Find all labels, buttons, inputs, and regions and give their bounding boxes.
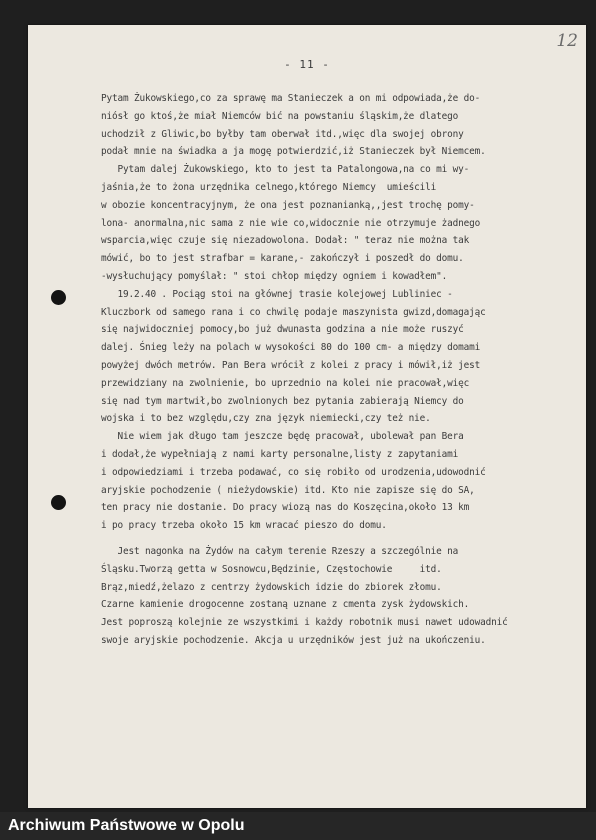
text-line: niósł go ktoś,że miał Niemców bić na powstaniu śląskim,że dlatego xyxy=(101,110,459,122)
archive-footer xyxy=(0,812,596,840)
text-line: mówić, bo to jest strafbar = karane,- zakończył i poszedł do domu. xyxy=(101,253,464,265)
text-line: Brąz,miedź,żelazo z centrzy żydowskich idzie do zbiorek złomu. xyxy=(101,581,442,593)
text-line: Nie wiem jak długo tam jeszcze będę pracował, ubolewał pan Bera xyxy=(101,431,464,443)
text-line: Pytam dalej Żukowskiego, kto to jest ta Patalongowa,na co mi wy- xyxy=(101,164,470,176)
text-line: i dodał,że wypełniają z nami karty personalne,listy z zapytaniami xyxy=(101,448,459,460)
pencil-page-mark: 12 xyxy=(556,31,578,51)
text-line: wojska i to bez względu,czy zna język niemiecki,czy też nie. xyxy=(101,413,431,425)
document-page xyxy=(28,25,586,808)
text-line: Śląsku.Tworzą getta w Sosnowcu,Będzinie, Częstochowie itd. xyxy=(101,563,442,575)
text-line: lona- anormalna,nic sama z nie wie co,widocznie nie otrzymuje żadnego xyxy=(101,217,481,229)
text-line: ten pracy nie dostanie. Do pracy wiozą nas do Koszęcina,około 13 km xyxy=(101,502,470,514)
text-line: Pytam Żukowskiego,co za sprawę ma Stanieczek a on mi odpowiada,że do- xyxy=(101,93,481,104)
text-line: i odpowiedziami i trzeba podawać, co się robiło od urodzenia,udowodnić xyxy=(101,466,486,478)
text-line: uchodził z Gliwic,bo byłby tam oberwał itd.,więc dla swojej obrony xyxy=(101,128,464,140)
text-line: przewidziany na zwolnienie, bo uprzednio na kolei nie pracował,więc xyxy=(101,377,470,389)
text-line: 19.2.40 . Pociąg stoi na głównej trasie kolejowej Lubliniec - xyxy=(101,288,453,300)
text-line: Jest nagonka na Żydów na całym terenie Rzeszy a szczególnie na xyxy=(101,545,459,557)
punch-hole xyxy=(51,495,66,510)
typed-text-body xyxy=(101,90,591,650)
text-line: jaśnia,że to żona urzędnika celnego,którego Niemcy umieścili xyxy=(101,181,437,193)
text-line: się najwidoczniej pomocy,bo już dwunasta godzina a nie może ruszyć xyxy=(101,324,464,336)
paragraph-gap xyxy=(101,535,591,543)
text-line: aryjskie pochodzenie ( nieżydowskie) itd. Kto nie zapisze się do SA, xyxy=(101,484,475,496)
text-line: -wysłuchujący pomyślał: " stoi chłop między ogniem i kowadłem". xyxy=(101,270,448,282)
text-line: wsparcia,więc czuje się niezadowolona. Dodał: " teraz nie można tak xyxy=(101,235,470,247)
text-line: się nad tym martwił,bo zwolnionych bez pytania zabierają Niemcy do xyxy=(101,395,464,407)
text-line: Czarne kamienie drogocenne zostaną uznane z cmenta zysk żydowskich. xyxy=(101,599,470,611)
text-line: podał mnie na świadka a ja mogę potwierdzić,iż Stanieczek był Niemcem. xyxy=(101,146,486,158)
text-line: w obozie koncentracyjnym, że ona jest poznanianką,,jest trochę pomy- xyxy=(101,199,475,211)
text-line: dalej. Śnieg leży na polach w wysokości 80 do 100 cm- a między domami xyxy=(101,342,481,354)
punch-hole xyxy=(51,290,66,305)
text-line: Kluczbork od samego rana i co chwilę podaje maszynista gwizd,domagając xyxy=(101,306,486,318)
text-line: swoje aryjskie pochodzenie. Akcja u urzędników jest już na ukończeniu. xyxy=(101,634,486,646)
archive-name: Archiwum Państwowe w Opolu xyxy=(8,817,245,834)
text-line: Jest poproszą kolejnie ze wszystkimi i każdy robotnik musi nawet udowadnić xyxy=(101,617,508,629)
text-line: i po pracy trzeba około 15 km wracać pieszo do domu. xyxy=(101,520,387,532)
page-number: - 11 - xyxy=(284,58,330,71)
text-line: powyżej dwóch metrów. Pan Bera wrócił z kolei z pracy i mówił,iż jest xyxy=(101,359,481,371)
